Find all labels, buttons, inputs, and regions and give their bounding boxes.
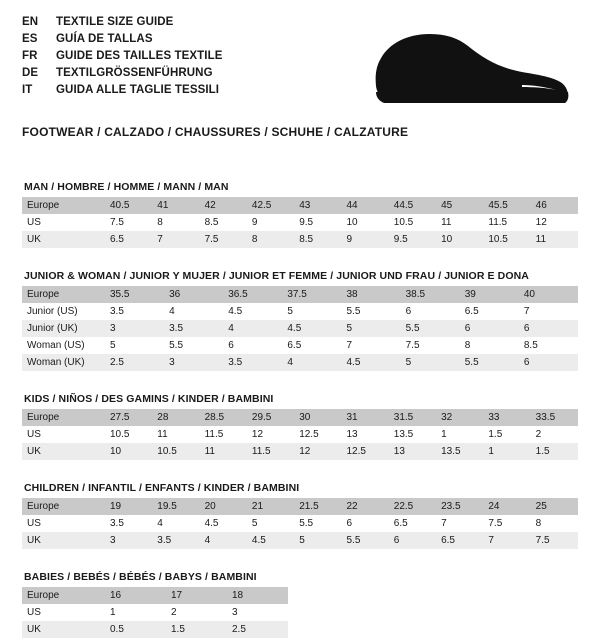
size-cell: 11.5 bbox=[483, 214, 530, 231]
size-cell: 39 bbox=[460, 286, 519, 303]
size-cell: 20 bbox=[200, 498, 247, 515]
size-cell: 3.5 bbox=[105, 515, 152, 532]
size-cell: 11 bbox=[200, 443, 247, 460]
size-cell: 6 bbox=[460, 320, 519, 337]
size-cell: 25 bbox=[531, 498, 578, 515]
language-list bbox=[22, 14, 223, 99]
table-row bbox=[22, 303, 578, 320]
size-cell: 5 bbox=[247, 515, 294, 532]
table-row bbox=[22, 197, 578, 214]
size-cell: 5.5 bbox=[342, 303, 401, 320]
size-cell: 32 bbox=[436, 409, 483, 426]
size-cell: 11.5 bbox=[247, 443, 294, 460]
language-row bbox=[22, 82, 223, 99]
size-group bbox=[22, 270, 578, 371]
table-row bbox=[22, 409, 578, 426]
size-cell: 10.5 bbox=[483, 231, 530, 248]
table-row bbox=[22, 604, 288, 621]
language-row bbox=[22, 65, 223, 82]
size-cell: 4.5 bbox=[282, 320, 341, 337]
table-row bbox=[22, 231, 578, 248]
size-cell: 7.5 bbox=[531, 532, 578, 549]
size-cell: 5 bbox=[105, 337, 164, 354]
size-cell: 2.5 bbox=[105, 354, 164, 371]
size-cell: 2.5 bbox=[227, 621, 288, 638]
row-label: Junior (US) bbox=[22, 303, 105, 320]
size-cell: 19 bbox=[105, 498, 152, 515]
size-cell: 7 bbox=[436, 515, 483, 532]
row-label: UK bbox=[22, 532, 105, 549]
size-cell: 6.5 bbox=[105, 231, 152, 248]
header bbox=[22, 14, 578, 108]
size-cell: 8 bbox=[152, 214, 199, 231]
size-cell: 37.5 bbox=[282, 286, 341, 303]
language-code: IT bbox=[22, 84, 33, 96]
size-cell: 33 bbox=[483, 409, 530, 426]
size-cell: 17 bbox=[166, 587, 227, 604]
size-table bbox=[22, 498, 578, 549]
size-cell: 6 bbox=[389, 532, 436, 549]
size-cell: 3 bbox=[105, 532, 152, 549]
size-cell: 7.5 bbox=[200, 231, 247, 248]
size-cell: 12 bbox=[247, 426, 294, 443]
size-cell: 5 bbox=[342, 320, 401, 337]
size-cell: 9 bbox=[247, 214, 294, 231]
size-cell: 5 bbox=[282, 303, 341, 320]
row-label: Europe bbox=[22, 197, 105, 214]
size-cell: 6 bbox=[223, 337, 282, 354]
size-cell: 6 bbox=[519, 354, 578, 371]
size-cell: 6.5 bbox=[436, 532, 483, 549]
size-cell: 10.5 bbox=[105, 426, 152, 443]
size-cell: 1 bbox=[105, 604, 166, 621]
size-cell: 3.5 bbox=[152, 532, 199, 549]
size-cell: 6 bbox=[401, 303, 460, 320]
size-cell: 42 bbox=[200, 197, 247, 214]
size-cell: 1 bbox=[436, 426, 483, 443]
language-title: TEXTILE SIZE GUIDE bbox=[56, 16, 174, 28]
size-cell: 45 bbox=[436, 197, 483, 214]
size-cell: 41 bbox=[152, 197, 199, 214]
table-row bbox=[22, 515, 578, 532]
size-cell: 10 bbox=[436, 231, 483, 248]
size-cell: 10 bbox=[341, 214, 388, 231]
size-cell: 8 bbox=[247, 231, 294, 248]
size-cell: 5.5 bbox=[294, 515, 341, 532]
table-row bbox=[22, 214, 578, 231]
size-table bbox=[22, 409, 578, 460]
size-cell: 13 bbox=[389, 443, 436, 460]
size-cell: 5.5 bbox=[460, 354, 519, 371]
size-cell: 9.5 bbox=[294, 214, 341, 231]
size-cell: 28.5 bbox=[200, 409, 247, 426]
language-code: FR bbox=[22, 50, 38, 62]
size-cell: 2 bbox=[531, 426, 578, 443]
size-cell: 6.5 bbox=[282, 337, 341, 354]
size-cell: 5 bbox=[294, 532, 341, 549]
size-group-title: MAN / HOMBRE / HOMME / MANN / MAN bbox=[24, 181, 229, 193]
size-cell: 2 bbox=[166, 604, 227, 621]
language-code: EN bbox=[22, 16, 39, 28]
language-row bbox=[22, 14, 223, 31]
size-table bbox=[22, 286, 578, 371]
size-cell: 38 bbox=[342, 286, 401, 303]
size-cell: 40 bbox=[519, 286, 578, 303]
size-cell: 9 bbox=[341, 231, 388, 248]
row-label: UK bbox=[22, 231, 105, 248]
row-label: UK bbox=[22, 621, 105, 638]
size-cell: 4.5 bbox=[247, 532, 294, 549]
size-cell: 21.5 bbox=[294, 498, 341, 515]
table-row bbox=[22, 354, 578, 371]
language-title: TEXTILGRÖSSENFÜHRUNG bbox=[56, 67, 213, 79]
size-cell: 5.5 bbox=[164, 337, 223, 354]
size-cell: 6.5 bbox=[460, 303, 519, 320]
size-cell: 31 bbox=[341, 409, 388, 426]
size-cell: 27.5 bbox=[105, 409, 152, 426]
size-cell: 12.5 bbox=[341, 443, 388, 460]
table-row bbox=[22, 286, 578, 303]
row-label: UK bbox=[22, 443, 105, 460]
size-cell: 11 bbox=[436, 214, 483, 231]
language-title: GUIDA ALLE TAGLIE TESSILI bbox=[56, 84, 220, 96]
size-cell: 8.5 bbox=[519, 337, 578, 354]
size-cell: 11 bbox=[152, 426, 199, 443]
size-cell: 7.5 bbox=[401, 337, 460, 354]
size-group-title: BABIES / BEBÉS / BÉBÉS / BABYS / BAMBINI bbox=[24, 571, 257, 583]
size-cell: 3.5 bbox=[164, 320, 223, 337]
row-label: US bbox=[22, 426, 105, 443]
size-cell: 12 bbox=[531, 214, 578, 231]
row-label: US bbox=[22, 214, 105, 231]
table-row bbox=[22, 337, 578, 354]
size-cell: 7 bbox=[342, 337, 401, 354]
size-group-title: JUNIOR & WOMAN / JUNIOR Y MUJER / JUNIOR ET FEMME / JUNIOR UND FRAU / JUNIOR E DONA bbox=[24, 270, 529, 282]
size-cell: 22.5 bbox=[389, 498, 436, 515]
size-cell: 0.5 bbox=[105, 621, 166, 638]
row-label: US bbox=[22, 515, 105, 532]
size-cell: 38.5 bbox=[401, 286, 460, 303]
size-cell: 4 bbox=[223, 320, 282, 337]
language-row bbox=[22, 48, 223, 65]
size-cell: 46 bbox=[531, 197, 578, 214]
size-cell: 5 bbox=[401, 354, 460, 371]
size-cell: 3 bbox=[105, 320, 164, 337]
size-cell: 44 bbox=[341, 197, 388, 214]
size-cell: 42.5 bbox=[247, 197, 294, 214]
row-label: Europe bbox=[22, 498, 105, 515]
size-cell: 4 bbox=[152, 515, 199, 532]
size-cell: 5.5 bbox=[401, 320, 460, 337]
language-title: GUÍA DE TALLAS bbox=[56, 33, 153, 45]
size-cell: 16 bbox=[105, 587, 166, 604]
size-tables bbox=[22, 181, 578, 638]
size-cell: 30 bbox=[294, 409, 341, 426]
size-cell: 9.5 bbox=[389, 231, 436, 248]
table-row bbox=[22, 426, 578, 443]
size-cell: 1 bbox=[483, 443, 530, 460]
size-cell: 3 bbox=[227, 604, 288, 621]
size-cell: 23.5 bbox=[436, 498, 483, 515]
row-label: Europe bbox=[22, 409, 105, 426]
size-cell: 19.5 bbox=[152, 498, 199, 515]
size-group bbox=[22, 482, 578, 549]
size-cell: 7 bbox=[519, 303, 578, 320]
size-cell: 33.5 bbox=[531, 409, 578, 426]
size-cell: 44.5 bbox=[389, 197, 436, 214]
size-cell: 28 bbox=[152, 409, 199, 426]
size-cell: 22 bbox=[341, 498, 388, 515]
size-cell: 8.5 bbox=[200, 214, 247, 231]
size-cell: 7 bbox=[483, 532, 530, 549]
size-cell: 7.5 bbox=[105, 214, 152, 231]
size-cell: 36 bbox=[164, 286, 223, 303]
row-label: Europe bbox=[22, 286, 105, 303]
size-cell: 29.5 bbox=[247, 409, 294, 426]
table-row bbox=[22, 443, 578, 460]
size-group-title: KIDS / NIÑOS / DES GAMINS / KINDER / BAMBINI bbox=[24, 393, 274, 405]
table-row bbox=[22, 498, 578, 515]
language-title: GUIDE DES TAILLES TEXTILE bbox=[56, 50, 223, 62]
size-cell: 6 bbox=[519, 320, 578, 337]
size-cell: 31.5 bbox=[389, 409, 436, 426]
size-cell: 4.5 bbox=[223, 303, 282, 320]
size-cell: 8.5 bbox=[294, 231, 341, 248]
size-cell: 45.5 bbox=[483, 197, 530, 214]
size-cell: 6 bbox=[341, 515, 388, 532]
size-group bbox=[22, 393, 578, 460]
size-cell: 3 bbox=[164, 354, 223, 371]
size-cell: 13.5 bbox=[389, 426, 436, 443]
dress-shoe-icon bbox=[372, 30, 572, 108]
table-row bbox=[22, 320, 578, 337]
size-cell: 11 bbox=[531, 231, 578, 248]
size-cell: 3.5 bbox=[223, 354, 282, 371]
size-cell: 36.5 bbox=[223, 286, 282, 303]
size-cell: 4 bbox=[164, 303, 223, 320]
size-cell: 12.5 bbox=[294, 426, 341, 443]
row-label: Woman (UK) bbox=[22, 354, 105, 371]
size-cell: 8 bbox=[531, 515, 578, 532]
size-cell: 7.5 bbox=[483, 515, 530, 532]
language-row bbox=[22, 31, 223, 48]
size-cell: 10.5 bbox=[389, 214, 436, 231]
table-row bbox=[22, 621, 288, 638]
size-cell: 18 bbox=[227, 587, 288, 604]
size-cell: 7 bbox=[152, 231, 199, 248]
size-cell: 43 bbox=[294, 197, 341, 214]
size-cell: 4.5 bbox=[342, 354, 401, 371]
language-code: ES bbox=[22, 33, 38, 45]
size-cell: 4 bbox=[282, 354, 341, 371]
size-cell: 12 bbox=[294, 443, 341, 460]
size-cell: 40.5 bbox=[105, 197, 152, 214]
size-cell: 4 bbox=[200, 532, 247, 549]
size-group bbox=[22, 571, 578, 638]
size-cell: 1.5 bbox=[483, 426, 530, 443]
row-label: Europe bbox=[22, 587, 105, 604]
size-cell: 8 bbox=[460, 337, 519, 354]
language-code: DE bbox=[22, 67, 39, 79]
size-cell: 1.5 bbox=[166, 621, 227, 638]
size-cell: 5.5 bbox=[341, 532, 388, 549]
size-table bbox=[22, 197, 578, 248]
row-label: Junior (UK) bbox=[22, 320, 105, 337]
size-group bbox=[22, 181, 578, 248]
size-cell: 11.5 bbox=[200, 426, 247, 443]
size-table bbox=[22, 587, 288, 638]
size-cell: 6.5 bbox=[389, 515, 436, 532]
size-cell: 21 bbox=[247, 498, 294, 515]
section-title: FOOTWEAR / CALZADO / CHAUSSURES / SCHUHE / CALZATURE bbox=[22, 125, 409, 139]
size-cell: 10 bbox=[105, 443, 152, 460]
size-cell: 35.5 bbox=[105, 286, 164, 303]
row-label: Woman (US) bbox=[22, 337, 105, 354]
size-cell: 24 bbox=[483, 498, 530, 515]
size-cell: 13.5 bbox=[436, 443, 483, 460]
size-cell: 10.5 bbox=[152, 443, 199, 460]
table-row bbox=[22, 587, 288, 604]
table-row bbox=[22, 532, 578, 549]
size-cell: 1.5 bbox=[531, 443, 578, 460]
size-cell: 4.5 bbox=[200, 515, 247, 532]
size-group-title: CHILDREN / INFANTIL / ENFANTS / KINDER / BAMBINI bbox=[24, 482, 300, 494]
size-cell: 13 bbox=[341, 426, 388, 443]
row-label: US bbox=[22, 604, 105, 621]
size-cell: 3.5 bbox=[105, 303, 164, 320]
